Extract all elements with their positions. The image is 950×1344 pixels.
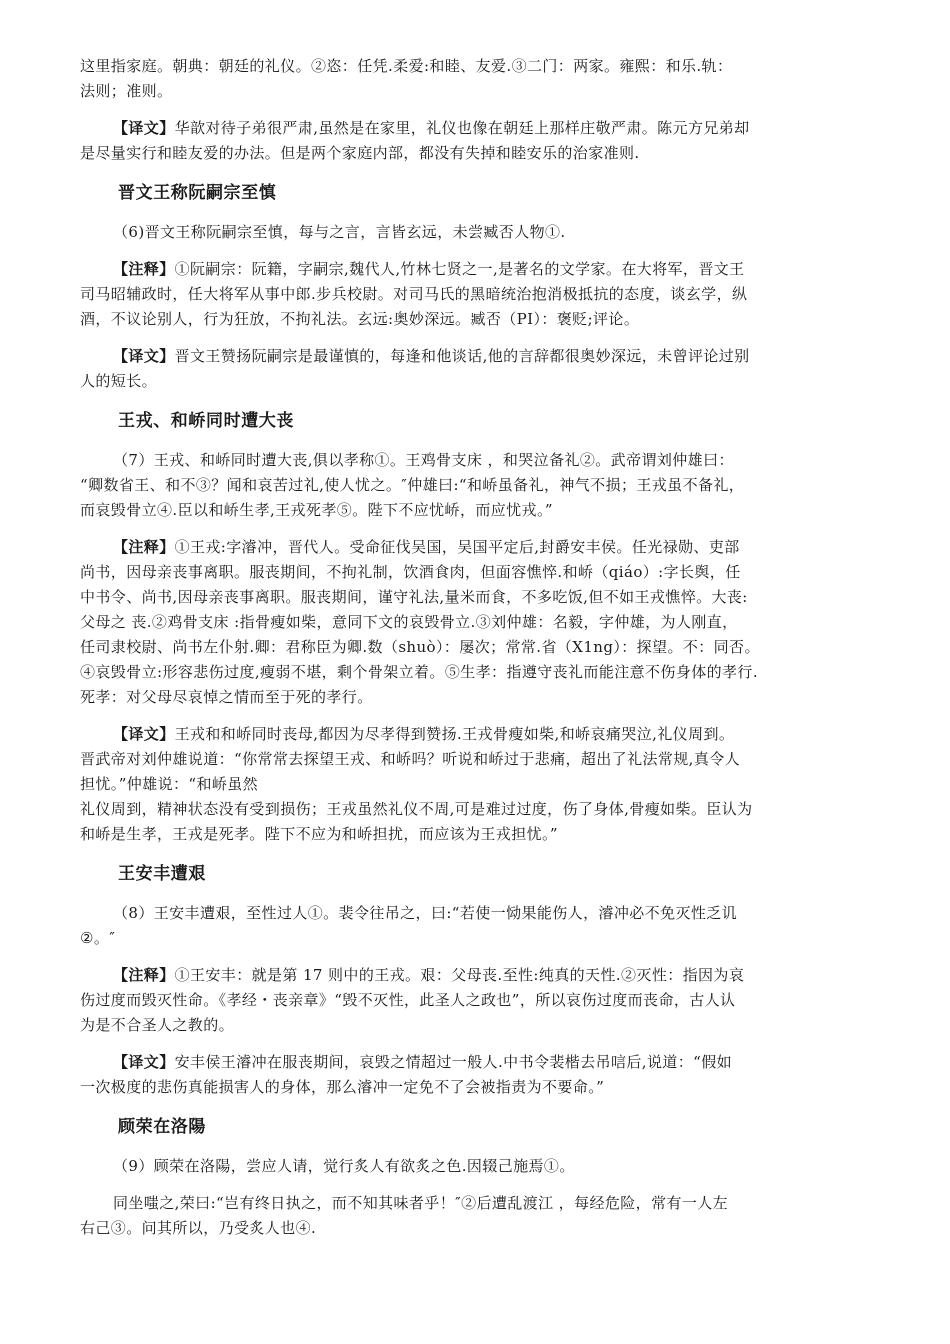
text-line [80,1191,872,1216]
line-text: 右己③。问其所以，乃受炙人也④. [80,1219,317,1237]
line-text: 同坐嗤之,荣曰:“岂有终日执之，而不知其味者乎！″②后遭乱渡江 ，每经危险，常有一人左 [113,1194,729,1212]
line-text: ①阮嗣宗：阮籍，字嗣宗,魏代人,竹林七贤之一,是著名的文学家。在大将军，晋文王 [174,260,745,278]
paragraph-gap [80,104,872,116]
paragraph-gap [80,1100,872,1112]
translation-label: 【译文】 [113,119,175,137]
paragraph-gap [80,208,872,220]
paragraph-gap [80,1142,872,1154]
line-text: （7）王戎、和峤同时遭大丧,俱以孝称①。王鸡骨支床 ，和哭泣备礼②。武帝谓刘仲雄曰： [113,451,734,469]
section-heading: 晋文王称阮嗣宗至慎 [118,183,277,203]
line-text: 为是不合圣人之教的。 [80,1016,235,1034]
line-text: （6)晋文王称阮嗣宗至慎，每与之言，言皆玄远，未尝臧否人物①. [113,223,566,241]
line-text: 是尽量实行和睦友爱的办法。但是两个家庭内部，都没有失掉和睦安乐的治家准则. [80,144,640,162]
note-line [80,610,872,635]
trans-line [80,1050,872,1075]
text-line [80,54,872,79]
line-text: 安丰侯王濬冲在服丧期间，哀毁之情超过一般人.中书令裴楷去吊唁后,说道：“假如 [174,1053,733,1071]
trans-line [80,822,872,847]
note-line [80,535,872,560]
paragraph-gap [80,710,872,722]
line-text: 晋文王赞扬阮嗣宗是最谨慎的，每逢和他谈话,他的言辞都很奥妙深远，未曾评论过别 [174,347,750,365]
paragraph-gap [80,523,872,535]
translation-label: 【译文】 [113,347,175,365]
paragraph-gap [80,1179,872,1191]
text-line [80,1216,872,1241]
document-page [80,54,872,1241]
text-line [80,473,872,498]
note-line [80,282,872,307]
line-text: ①王安丰：就是第 17 则中的王戎。艰：父母丧.至性:纯真的天性.②灭性：指因为哀 [174,966,745,984]
line-text: 人的短长。 [80,372,158,390]
line-text: 任司隶校尉、尚书左仆射.卿：君称臣为卿.数（shuò）：屡次；常常.省（X1ng）：探望。不：同否。 [80,638,760,656]
note-line [80,257,872,282]
note-label: 【注释】 [113,966,175,984]
line-text: 司马昭辅政时，任大将军从事中郎.步兵校尉。对司马氏的黑暗统治抱消极抵抗的态度，谈玄学，纵 [80,285,748,303]
trans-line [80,344,872,369]
paragraph-gap [80,951,872,963]
line-text: 酒，不议论别人，行为狂放，不拘礼法。玄远:奥妙深远。臧否（PI）：褒贬;评论。 [80,310,640,328]
line-text: 一次极度的悲伤真能损害人的身体，那么濬冲一定免不了会被指责为不要命。” [80,1078,605,1096]
line-text: 伤过度而毁灭性命。《孝经・丧亲章》“毁不灭性，此圣人之政也”，所以哀伤过度而丧命，古人认 [80,991,736,1009]
trans-line [80,797,872,822]
line-text: 中书令、尚书,因母亲丧事离职。服丧期间，谨守礼法,量米而食，不多吃饭,但不如王戎憔悴。大丧: [80,588,748,606]
line-text: 和峤是生孝，王戎是死孝。陛下不应为和峤担扰，而应该为王戎担忧。” [80,825,558,843]
line-text: ①王戎:字濬冲，晋代人。受命征伐吴国，吴国平定后,封爵安丰侯。任光禄勋、吏部 [174,538,740,556]
text-line [80,901,872,926]
line-text: 父母之 丧.②鸡骨支床 :指骨瘦如柴，意同下文的哀毁骨立.③刘仲雄：名毅，字仲雄，为人刚直， [80,613,738,631]
trans-line [80,722,872,747]
line-text: 担忧。”仲雄说：“和峤虽然 [80,775,259,793]
trans-line [80,141,872,166]
trans-line [80,369,872,394]
paragraph-gap [80,889,872,901]
section-heading: 顾荣在洛陽 [118,1117,206,1137]
paragraph-gap [80,394,872,406]
line-text: “卿数省王、和不③？闻和哀苦过礼,使人忧之。″仲雄曰:“和峤虽备礼，神气不损；王戎虽不备礼， [80,476,745,494]
note-label: 【注释】 [113,260,175,278]
line-text: 礼仪周到，精神状态没有受到损伤；王戎虽然礼仪不周,可是难过过度，伤了身体,骨瘦如柴。臣认为 [80,800,753,818]
line-text: 这里指家庭。朝典：朝廷的礼仪。②恣：任凭.柔爱:和睦、友爱.③二门：两家。雍熙：和乐.轨： [80,57,733,75]
text-line [80,926,872,951]
text-line [80,220,872,245]
trans-line [80,747,872,772]
line-text: 死孝：对父母尽哀悼之情而至于死的孝行。 [80,688,373,706]
paragraph-gap [80,847,872,859]
note-line [80,685,872,710]
note-line [80,585,872,610]
line-text: ②。″ [80,929,116,947]
paragraph-gap [80,1038,872,1050]
section-heading: 王戎、和峤同时遭大丧 [118,411,294,431]
line-text: （8）王安丰遭艰，至性过人①。裴令往吊之，曰:“若使一恸果能伤人，濬冲必不免灭性乏讥 [113,904,738,922]
note-line [80,1013,872,1038]
note-line [80,660,872,685]
line-text: ④哀毁骨立:形容悲伤过度,瘦弱不堪，剩个骨架立着。⑤生孝：指遵守丧礼而能注意不伤身体的孝行. [80,663,758,681]
line-text: 尚书，因母亲丧事离职。服丧期间，不拘礼制，饮酒食肉，但面容憔悴.和峤（qiáo）:字长舆，任 [80,563,741,581]
text-line [80,79,872,104]
line-text: 华歆对待子弟很严肃,虽然是在家里，礼仪也像在朝廷上那样庄敬严肃。陈元方兄弟却 [174,119,750,137]
note-line [80,635,872,660]
text-line [80,498,872,523]
note-line [80,963,872,988]
paragraph-gap [80,166,872,178]
note-line [80,988,872,1013]
text-line [80,1154,872,1179]
trans-line [80,1075,872,1100]
note-line [80,560,872,585]
translation-label: 【译文】 [113,725,175,743]
paragraph-gap [80,436,872,448]
line-text: （9）顾荣在洛陽，尝应人请，觉行炙人有欲炙之色.因辍己施焉①。 [113,1157,575,1175]
line-text: 王戎和和峤同时丧母,都因为尽孝得到赞扬.王戎骨瘦如柴,和峤哀痛哭泣,礼仪周到。 [174,725,735,743]
trans-line [80,116,872,141]
note-line [80,307,872,332]
text-line [80,448,872,473]
translation-label: 【译文】 [113,1053,175,1071]
section-heading: 王安丰遭艰 [118,864,206,884]
paragraph-gap [80,245,872,257]
paragraph-gap [80,332,872,344]
trans-line [80,772,872,797]
note-label: 【注释】 [113,538,175,556]
line-text: 晋武帝对刘仲雄说道：“你常常去探望王戎、和峤吗？听说和峤过于悲痛，超出了礼法常规,真令人 [80,750,741,768]
line-text: 而哀毁骨立④.臣以和峤生孝,王戎死孝⑤。陛下不应忧峤，而应忧戎。” [80,501,553,519]
line-text: 法则；准则。 [80,82,173,100]
